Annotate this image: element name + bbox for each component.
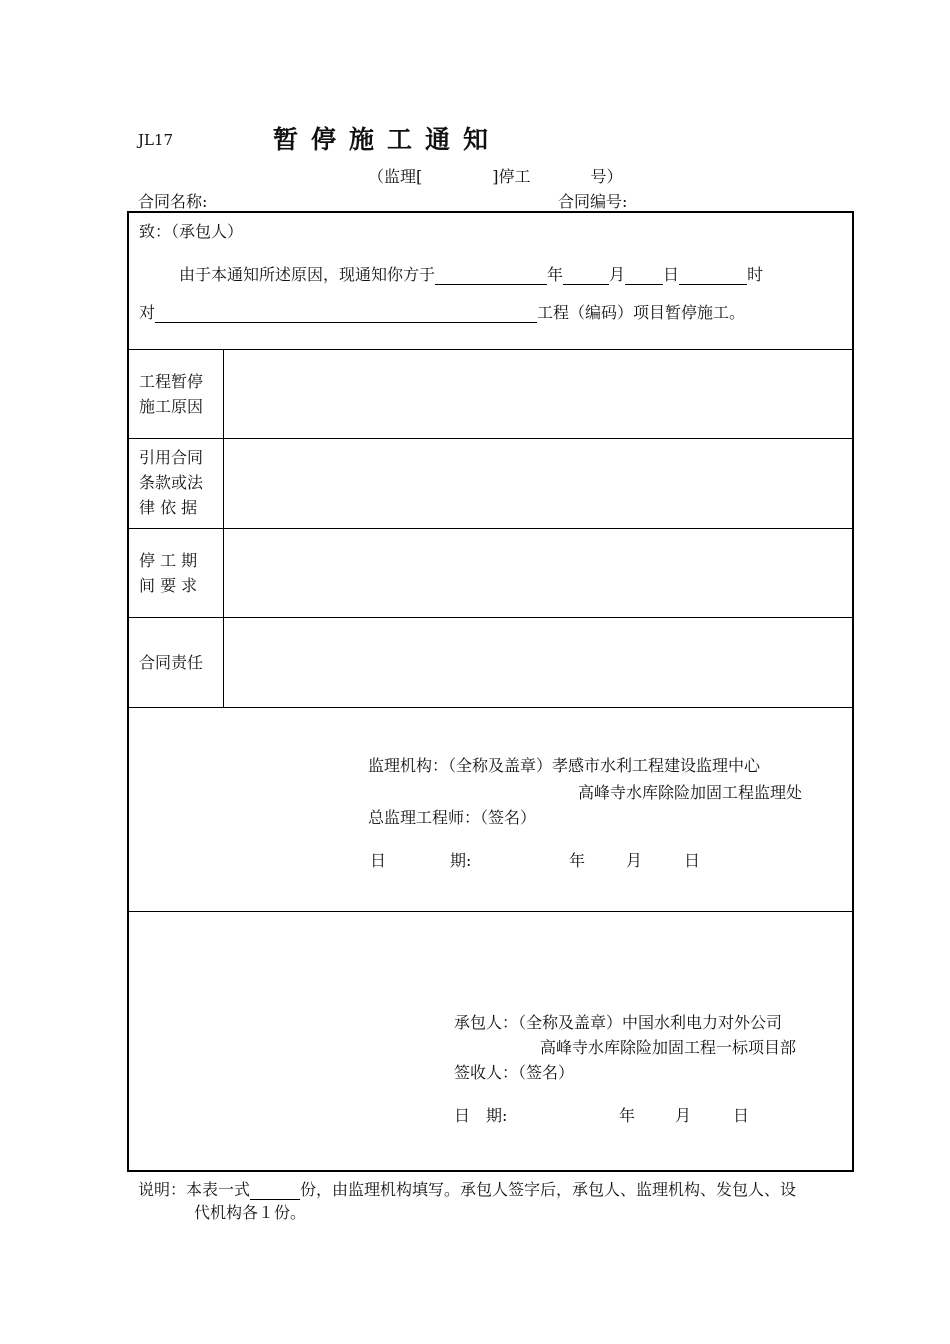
- contractor-date-month: 月: [675, 1106, 692, 1125]
- reason-label: [139, 369, 215, 419]
- footer-note: [138, 1177, 796, 1200]
- basis-label-line2: 条款或法: [139, 473, 204, 492]
- footer-note-line2: 代机构各１份。: [194, 1203, 307, 1222]
- period-label: [139, 548, 215, 598]
- form-table: [127, 211, 854, 1172]
- divider: [129, 617, 852, 618]
- supervisor-org-line2: 高峰寺水库除险加固工程监理处: [578, 783, 803, 802]
- month-word: 月: [609, 265, 626, 284]
- notice-line2-suffix: 工程（编码）项目暂停施工。: [537, 303, 746, 322]
- liability-label: [139, 650, 215, 675]
- reason-label-line2: 施工原因: [139, 397, 204, 416]
- liability-label-text: 合同责任: [139, 653, 204, 672]
- contract-no-label: 合同编号:: [558, 192, 628, 211]
- contractor-date-year: 年: [619, 1106, 636, 1125]
- page-title: 暂停施工通知: [273, 125, 502, 154]
- divider: [129, 911, 852, 912]
- basis-label-line1: 引用合同: [139, 448, 204, 467]
- reason-label-line1: 工程暂停: [139, 372, 204, 391]
- hour-word: 时: [747, 265, 764, 284]
- contractor-date-label: 日 期:: [454, 1106, 508, 1125]
- notice-line1-text: 由于本通知所述原因，现通知你方于: [179, 265, 436, 284]
- supervisor-date-day: 日: [684, 851, 701, 870]
- subtitle: [368, 164, 623, 187]
- footer-note-prefix: 说明：本表一式: [138, 1180, 251, 1199]
- footer-note-suffix: 份，由监理机构填写。承包人签字后，承包人、监理机构、发包人、设: [300, 1180, 797, 1199]
- basis-label-line3: 律 依 据: [139, 498, 198, 517]
- year-word: 年: [547, 265, 564, 284]
- signer-label: 签收人：（签名）: [454, 1063, 575, 1082]
- chief-engineer-label: 总监理工程师：（签名）: [368, 808, 537, 827]
- divider: [129, 707, 852, 708]
- divider: [129, 528, 852, 529]
- date-year-blank[interactable]: [435, 266, 547, 285]
- project-blank[interactable]: [155, 304, 537, 323]
- contractor-org-line2: 高峰寺水库除险加固工程一标项目部: [540, 1038, 797, 1057]
- contractor-date-day: 日: [733, 1106, 750, 1125]
- basis-label: [139, 445, 215, 520]
- to-label: 致：（承包人）: [139, 222, 244, 241]
- subtitle-prefix: （监理[: [368, 167, 423, 186]
- subtitle-mid: ]停工: [492, 167, 531, 186]
- supervisor-date-label: 日 期:: [370, 851, 472, 870]
- notice-line1: [179, 262, 763, 285]
- supervisor-org-label: 监理机构：（全称及盖章）孝感市水利工程建设监理中心: [368, 756, 761, 775]
- supervisor-date-year: 年: [569, 851, 586, 870]
- form-code: JL17: [138, 131, 174, 149]
- notice-line2: [139, 300, 745, 323]
- notice-line2-prefix: 对: [139, 303, 156, 322]
- copies-blank[interactable]: [250, 1181, 300, 1200]
- supervisor-date-month: 月: [626, 851, 643, 870]
- date-day-blank[interactable]: [625, 266, 663, 285]
- period-label-line2: 间 要 求: [139, 576, 198, 595]
- divider: [129, 349, 852, 350]
- date-hour-blank[interactable]: [679, 266, 747, 285]
- contractor-org-label: 承包人：（全称及盖章）中国水利电力对外公司: [454, 1013, 783, 1032]
- subtitle-suffix: 号）: [590, 167, 623, 186]
- day-word: 日: [663, 265, 680, 284]
- period-label-line1: 停 工 期: [139, 551, 198, 570]
- date-month-blank[interactable]: [563, 266, 609, 285]
- contract-name-label: 合同名称:: [138, 192, 208, 211]
- divider: [129, 438, 852, 439]
